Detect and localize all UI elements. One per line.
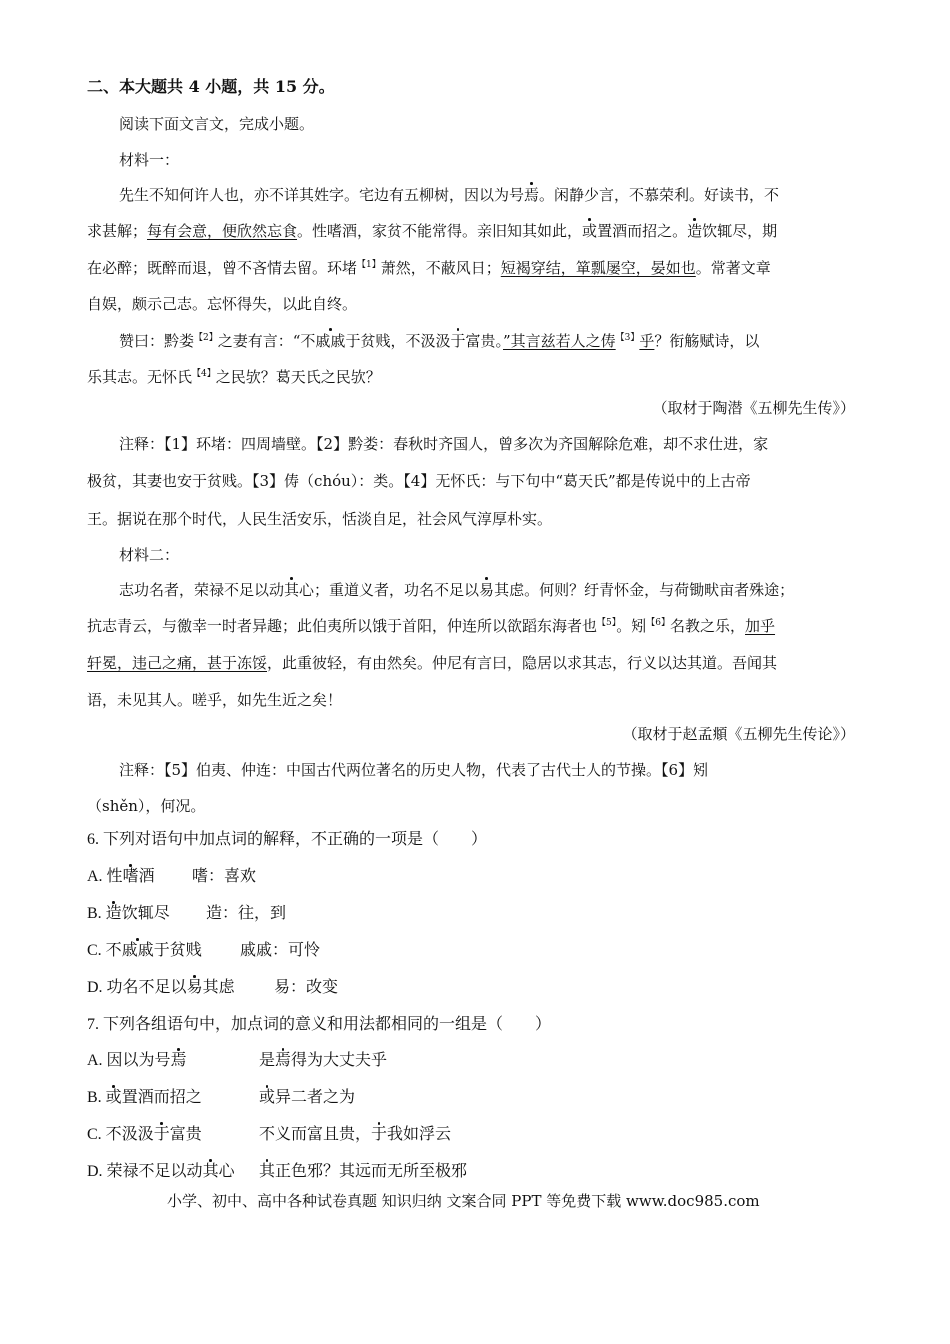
- material1-label: 材料一：: [119, 151, 180, 169]
- dotted-word: 造: [105, 905, 122, 922]
- q6-option-a: A. 性嗜酒 嗜：喜欢: [87, 868, 257, 885]
- footnote-ref: 【5】: [597, 618, 617, 628]
- footnote-ref: 【2】: [194, 333, 218, 343]
- dotted-word: 其: [284, 581, 300, 599]
- dotted-word: 于: [153, 1126, 170, 1143]
- material1-line: 先生不知何许人也，亦不详其姓字。宅边有五柳树，因以为号焉。闲静少言，不慕荣利。好读书，不: [119, 186, 780, 204]
- material2-note: 注释：【5】伯夷、仲连：中国古代两位著名的历史人物，代表了古代士人的节操。【6】矧: [119, 761, 709, 779]
- dotted-word: 焉: [170, 1052, 187, 1069]
- q7-option-c: C. 不汲汲于富贵 不义而富且贵，于我如浮云: [87, 1126, 452, 1143]
- material1-source: （取材于陶潜《五柳先生传》）: [652, 399, 855, 417]
- dotted-word: 焉: [524, 186, 540, 204]
- material2-source: （取材于赵孟頫《五柳先生传论》）: [622, 725, 855, 743]
- material2-line: 抗志青云，与徼幸一时者异趣；此伯夷所以饿于首阳，仲连所以欲蹈东海者也$^{【5】}$。矧$^{【6】}$名教之乐，加乎: [87, 617, 776, 635]
- dotted-word: 其: [202, 1163, 219, 1180]
- underlined-sentence: 每有会意，便欣然忘食: [147, 222, 298, 240]
- material1-note: 注释：【1】环堵：四周墙壁。【2】黔娄：春秋时齐国人，曾多次为齐国解除危难，却不求仕进，家: [119, 435, 769, 453]
- q7-stem: 7. 下列各组语句中，加点词的意义和用法都相同的一组是（ ）: [87, 1016, 552, 1033]
- underlined-sentence: 加乎: [745, 617, 776, 635]
- material2-line: 语，未见其人。嗟乎，如先生近之矣！: [87, 691, 343, 709]
- material1-line: 在必醉；既醉而退，曾不吝情去留。环堵$^{【1】}$萧然，不蔽风日；短褐穿结，箪瓢屡空，晏如也。常著文章: [87, 259, 771, 277]
- dotted-word: 易: [479, 581, 495, 599]
- section-heading: 二、本大题共 4 小题，共 15 分。: [87, 77, 335, 96]
- q6-stem: 6. 下列对语句中加点词的解释，不正确的一项是（ ）: [87, 831, 488, 848]
- dotted-word: 戚戚: [315, 332, 346, 350]
- dotted-word: 嗜: [122, 868, 139, 885]
- underlined-sentence: 轩冕，违己之痛，甚于冻馁: [87, 654, 268, 672]
- dotted-word: 或: [582, 222, 598, 240]
- material1-line: 乐其志。无怀氏$^{【4】}$之民欤？葛天氏之民欤？: [87, 368, 381, 386]
- q7-option-b: B. 或置酒而招之 或异二者之为: [87, 1089, 356, 1106]
- q7-option-a: A. 因以为号焉 是焉得为大丈夫乎: [87, 1052, 388, 1069]
- instruction: 阅读下面文言文，完成小题。: [119, 115, 315, 133]
- material1-note: 极贫，其妻也安于贫贱。【3】俦（chóu）：类。【4】无怀氏：与下句中“葛天氏”都是传说中的上古帝: [87, 472, 751, 490]
- footnote-ref: 【1】: [357, 260, 381, 270]
- underlined-sentence: ”其言兹若人之俦: [502, 332, 616, 350]
- dotted-word: 焉: [275, 1052, 292, 1069]
- material2-line: 志功名者，荣禄不足以动其心；重道义者，功名不足以易其虑。何则？纡青怀金，与荷锄畎亩者殊途；: [119, 581, 795, 599]
- material2-line: 轩冕，违己之痛，甚于冻馁，此重彼轻，有由然矣。仲尼有言曰，隐居以求其志，行义以达其道。吾闻其: [87, 654, 778, 672]
- dotted-word: 或: [105, 1089, 122, 1106]
- dotted-word: 于: [450, 332, 466, 350]
- q6-option-c: C. 不戚戚于贫贱 戚戚：可怜: [87, 942, 321, 959]
- material2-note: （shěn），何况。: [87, 797, 206, 815]
- footnote-ref: 【3】: [615, 333, 640, 343]
- q6-option-d: D. 功名不足以易其虑 易：改变: [87, 979, 339, 996]
- dotted-word: 其: [259, 1163, 276, 1180]
- dotted-word: 于: [371, 1126, 388, 1143]
- material2-label: 材料二：: [119, 546, 180, 564]
- q7-option-d: D. 荣禄不足以动其心 其正色邪？其远而无所至极邪: [87, 1163, 468, 1180]
- dotted-word: 造: [687, 222, 703, 240]
- dotted-word: 或: [259, 1089, 276, 1106]
- footnote-ref: 【4】: [192, 369, 216, 379]
- page-footer: 小学、初中、高中各种试卷真题 知识归纳 文案合同 PPT 等免费下载 www.doc985.com: [167, 1192, 760, 1210]
- dotted-word: 易: [186, 979, 203, 996]
- underlined-sentence: 短褐穿结，箪瓢屡空，晏如也: [500, 259, 696, 277]
- material1-line: 自娱，颇示己志。忘怀得失，以此自终。: [87, 295, 358, 313]
- material1-line: 赞曰：黔娄$^{【2】}$之妻有言：“不戚戚于贫贱，不汲汲于富贵。”其言兹若人之俦$^{【3】}$乎？衔觞赋诗，以: [119, 332, 760, 350]
- material1-note: 王。据说在那个时代，人民生活安乐，恬淡自足，社会风气淳厚朴实。: [87, 510, 553, 528]
- material1-line: 求甚解；每有会意，便欣然忘食。性嗜酒，家贫不能常得。亲旧知其如此，或置酒而招之。造饮辄尽，期: [87, 222, 778, 240]
- dotted-word: 戚戚: [121, 942, 154, 959]
- q6-option-b: B. 造饮辄尽 造：往，到: [87, 905, 287, 922]
- footnote-ref: 【6】: [646, 618, 670, 628]
